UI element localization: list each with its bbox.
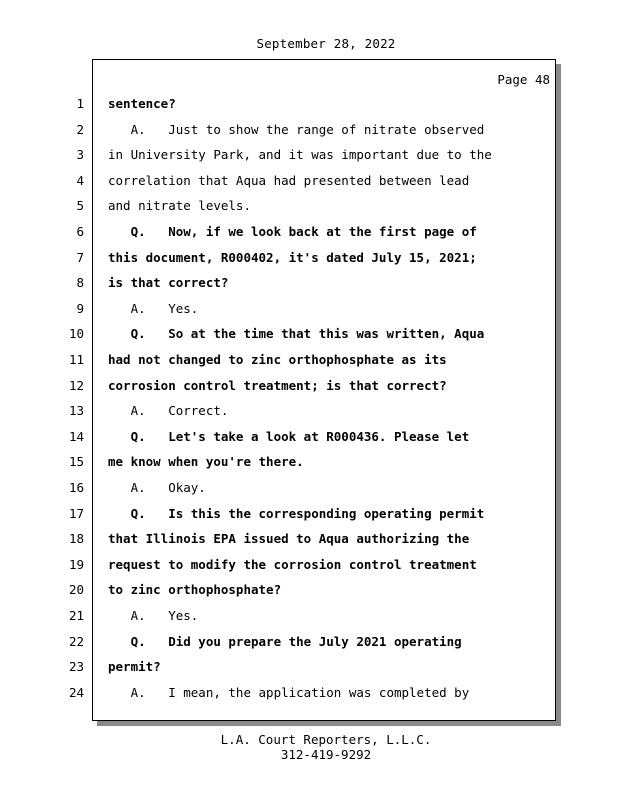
transcript-line: Q. So at the time that this was written, Aqua [108,326,485,341]
transcript-line: correlation that Aqua had presented between lead [108,173,470,188]
line-number: 9 [76,301,84,316]
line-number: 15 [68,454,84,469]
line-number: 21 [68,608,84,623]
transcript-line: had not changed to zinc orthophosphate as its [108,352,447,367]
transcript-line: is that correct? [108,275,229,290]
line-number: 22 [68,634,84,649]
transcript-line: request to modify the corrosion control treatment [108,557,477,572]
line-number: 14 [68,429,84,444]
transcript-line: in University Park, and it was important due to the [108,147,492,162]
line-number: 3 [76,147,84,162]
footer-phone: 312-419-9292 [280,747,372,762]
transcript-line: corrosion control treatment; is that correct? [108,378,447,393]
line-number: 17 [68,506,84,521]
transcript-line: sentence? [108,96,176,111]
transcript-line: A. Yes. [108,608,199,623]
transcript-line: A. Just to show the range of nitrate observed [108,122,485,137]
transcript-line: Q. Did you prepare the July 2021 operating [108,634,462,649]
transcript-line: A. Yes. [108,301,199,316]
line-number: 10 [68,326,84,341]
line-number: 4 [76,173,84,188]
line-number: 8 [76,275,84,290]
line-number: 20 [68,582,84,597]
line-number: 2 [76,122,84,137]
line-number: 7 [76,250,84,265]
transcript-line: Q. Let's take a look at R000436. Please let [108,429,470,444]
transcript-line: Q. Is this the corresponding operating permit [108,506,485,521]
line-number: 19 [68,557,84,572]
line-number: 13 [68,403,84,418]
line-number: 12 [68,378,84,393]
transcript-line: me know when you're there. [108,454,304,469]
transcript-line: A. Correct. [108,403,229,418]
line-number: 16 [68,480,84,495]
transcript-line: to zinc orthophosphate? [108,582,282,597]
line-number: 5 [76,198,84,213]
transcript-line: that Illinois EPA issued to Aqua authorizing the [108,531,470,546]
line-number: 1 [76,96,84,111]
transcript-line: this document, R000402, it's dated July 15, 2021; [108,250,477,265]
transcript-line: and nitrate levels. [108,198,251,213]
line-number: 23 [68,659,84,674]
line-number: 6 [76,224,84,239]
line-number: 18 [68,531,84,546]
transcript-line: A. Okay. [108,480,206,495]
line-number: 11 [68,352,84,367]
transcript-line: permit? [108,659,161,674]
transcript-line: A. I mean, the application was completed by [108,685,470,700]
transcript-line: Q. Now, if we look back at the first page of [108,224,477,239]
line-number: 24 [68,685,84,700]
footer-company: L.A. Court Reporters, L.L.C. [220,732,432,747]
header-date: September 28, 2022 [256,36,396,51]
page-number: Page 48 [497,72,550,87]
